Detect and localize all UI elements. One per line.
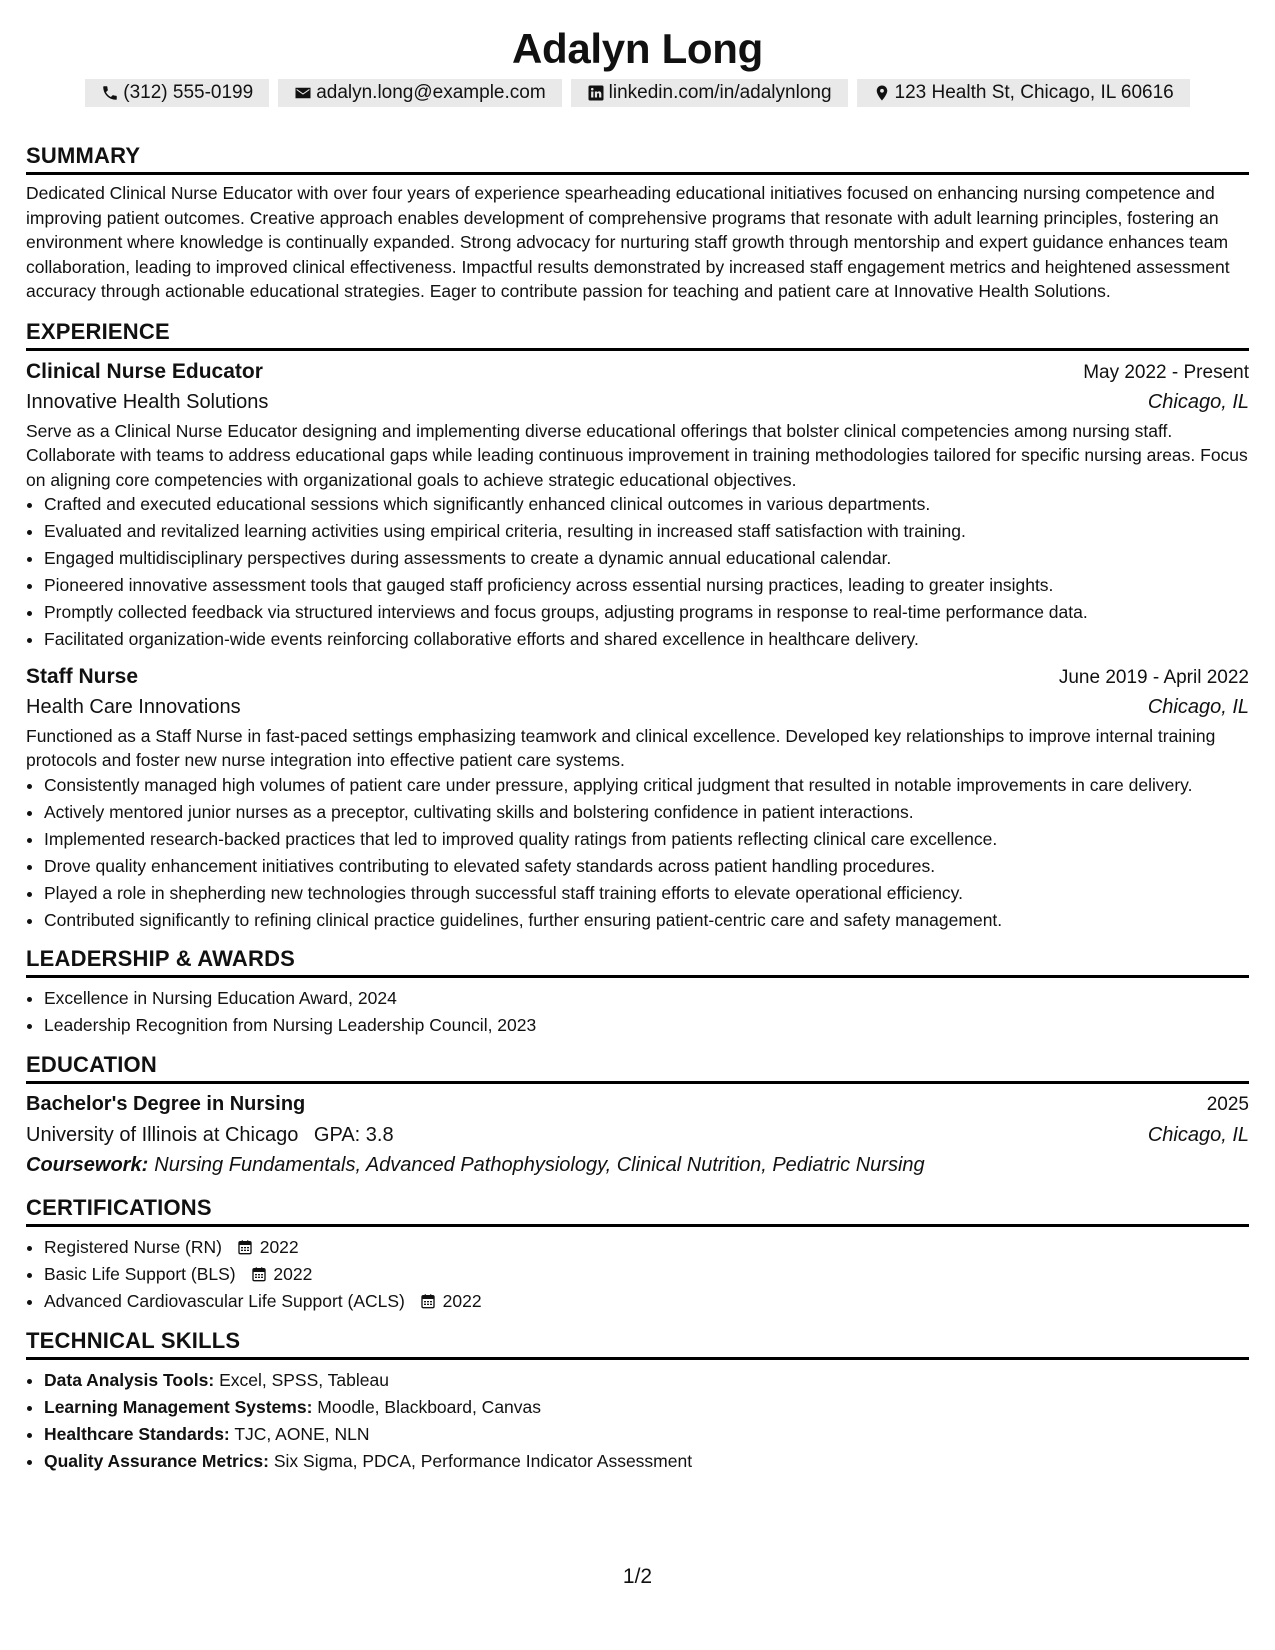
awards-section [26, 944, 1249, 1038]
job-description: Serve as a Clinical Nurse Educator designing and implementing diverse educational offerings that bolster clinical competencies among nursing staff. Collaborate with teams to address educational gaps while leading continuous improvement in training methodologies tailored for specific nursing areas. Focus on aligning core competencies with organizational goals to achieve strategic educational objectives. [26, 420, 1248, 490]
awards-list [26, 986, 1249, 1038]
list-item: • Engaged multidisciplinary perspectives during assessments to create a dynamic annual educational calendar. [44, 546, 1249, 571]
skill-category: Quality Assurance Metrics: [44, 1451, 269, 1471]
section-title: SUMMARY [26, 141, 1249, 175]
company-name: Health Care Innovations [26, 695, 241, 718]
candidate-name: Adalyn Long [511, 25, 764, 72]
degree-title: Bachelor's Degree in Nursing [26, 1092, 306, 1115]
list-item: • Implemented research-backed practices that led to improved quality ratings from patients reflecting clinical care excellence. [44, 827, 1249, 852]
contact-bar [26, 79, 1249, 107]
calendar-icon [237, 1239, 253, 1255]
section-title: EDUCATION [26, 1050, 1249, 1084]
experience-section [26, 317, 1249, 933]
section-title: CERTIFICATIONS [26, 1193, 1249, 1227]
certification-year: 2022 [259, 1236, 299, 1257]
skill-values: Excel, SPSS, Tableau [219, 1370, 389, 1390]
email-text: adalyn.long@example.com [316, 82, 546, 103]
resume-page [26, 0, 1249, 1476]
certification-year: 2022 [442, 1290, 482, 1311]
skills-section [26, 1326, 1249, 1474]
certification-year: 2022 [273, 1263, 313, 1284]
envelope-icon [294, 84, 312, 102]
list-item: • Excellence in Nursing Education Award, 2024 [44, 986, 1249, 1011]
list-item: • Consistently managed high volumes of patient care under pressure, applying critical judgment that resulted in notable improvements in care delivery. [44, 773, 1249, 798]
section-title: TECHNICAL SKILLS [26, 1326, 1249, 1360]
list-item: • Evaluated and revitalized learning activities using empirical criteria, resulting in increased staff satisfaction with training. [44, 519, 1249, 544]
summary-section [26, 141, 1249, 304]
education-section [26, 1050, 1249, 1180]
skills-list [26, 1368, 1249, 1474]
linkedin-icon [587, 84, 605, 102]
school-name: University of Illinois at Chicago [26, 1123, 299, 1146]
job-entry [26, 661, 1249, 933]
job-title: Staff Nurse [26, 664, 139, 688]
list-item [44, 1395, 1249, 1420]
section-title: EXPERIENCE [26, 317, 1249, 351]
job-bullets [26, 492, 1249, 652]
school-location: Chicago, IL [1147, 1123, 1249, 1146]
skill-category: Learning Management Systems: [44, 1397, 313, 1417]
job-entry [26, 356, 1249, 652]
summary-text: Dedicated Clinical Nurse Educator with over four years of experience spearheading educational initiatives focused on enhancing nursing competence and improving patient outcomes. Creative approach enables development of comprehensive programs that resonate with adult learning principles, fostering an environment where knowledge is continually expanded. Strong advocacy for nurturing staff growth through mentorship and expert guidance enhances team collaboration, leading to improved clinical effectiveness. Impactful results demonstrated by increased staff engagement metrics and heightened assessment accuracy through actionable educational strategies. Eager to contribute passion for teaching and patient care at Innovative Health Solutions. [26, 183, 1230, 301]
job-description: Functioned as a Staff Nurse in fast-paced settings emphasizing teamwork and clinical excellence. Developed key relationships to improve internal training protocols and foster new nurse integration into effective patient care systems. [26, 725, 1216, 770]
certification-name: Registered Nurse (RN) [44, 1236, 222, 1257]
linkedin-text: linkedin.com/in/adalynlong [608, 82, 832, 103]
coursework-line [26, 1150, 1249, 1180]
page-number: 1/2 [622, 1565, 653, 1588]
address-text: 123 Health St, Chicago, IL 60616 [894, 82, 1174, 103]
list-item: • Actively mentored junior nurses as a preceptor, cultivating skills and bolstering confidence in patient interactions. [44, 800, 1249, 825]
list-item [44, 1235, 1249, 1260]
list-item: • Crafted and executed educational sessions which significantly enhanced clinical outcomes in various departments. [44, 492, 1249, 517]
list-item [44, 1422, 1249, 1447]
skill-category: Data Analysis Tools: [44, 1370, 215, 1390]
list-item [44, 1262, 1249, 1287]
email-chip[interactable] [278, 79, 561, 107]
list-item: • Facilitated organization-wide events reinforcing collaborative efforts and shared excellence in healthcare delivery. [44, 627, 1249, 652]
list-item [44, 1449, 1249, 1474]
phone-text: (312) 555-0199 [123, 82, 254, 103]
job-bullets [26, 773, 1249, 933]
calendar-icon [420, 1293, 436, 1309]
job-title: Clinical Nurse Educator [26, 359, 263, 383]
phone-icon [101, 84, 119, 102]
list-item: • Leadership Recognition from Nursing Leadership Council, 2023 [44, 1013, 1249, 1038]
job-dates: June 2019 - April 2022 [1058, 666, 1249, 688]
phone-chip[interactable] [85, 79, 269, 107]
list-item: • Pioneered innovative assessment tools that gauged staff proficiency across essential nursing practices, leading to greater insights. [44, 573, 1249, 598]
skill-category: Healthcare Standards: [44, 1424, 230, 1444]
skill-values: TJC, AONE, NLN [234, 1424, 370, 1444]
company-name: Innovative Health Solutions [26, 390, 269, 413]
linkedin-chip[interactable] [571, 79, 848, 107]
gpa-text: GPA: 3.8 [313, 1123, 394, 1146]
list-item: • Promptly collected feedback via structured interviews and focus groups, adjusting programs in response to real-time performance data. [44, 600, 1249, 625]
graduation-year: 2025 [1206, 1093, 1249, 1115]
coursework-text: Nursing Fundamentals, Advanced Pathophysiology, Clinical Nutrition, Pediatric Nursing [154, 1153, 925, 1176]
certifications-list [26, 1235, 1249, 1314]
job-location: Chicago, IL [1147, 695, 1249, 718]
job-location: Chicago, IL [1147, 390, 1249, 413]
certification-name: Advanced Cardiovascular Life Support (ACLS) [44, 1290, 405, 1311]
section-title: LEADERSHIP & AWARDS [26, 944, 1249, 978]
list-item: • Contributed significantly to refining clinical practice guidelines, further ensuring patient-centric care and safety management. [44, 908, 1249, 933]
map-pin-icon [873, 84, 891, 102]
address-chip [857, 79, 1190, 107]
coursework-label: Coursework: [26, 1153, 149, 1176]
skill-values: Six Sigma, PDCA, Performance Indicator Assessment [273, 1451, 693, 1471]
list-item: • Drove quality enhancement initiatives contributing to elevated safety standards across patient handling procedures. [44, 854, 1249, 879]
certification-name: Basic Life Support (BLS) [44, 1263, 236, 1284]
job-dates: May 2022 - Present [1083, 361, 1249, 383]
skill-values: Moodle, Blackboard, Canvas [317, 1397, 542, 1417]
certifications-section [26, 1193, 1249, 1314]
list-item: • Played a role in shepherding new technologies through successful staff training efforts to elevate operational efficiency. [44, 881, 1249, 906]
list-item [44, 1368, 1249, 1393]
list-item [44, 1289, 1249, 1314]
calendar-icon [251, 1266, 267, 1282]
